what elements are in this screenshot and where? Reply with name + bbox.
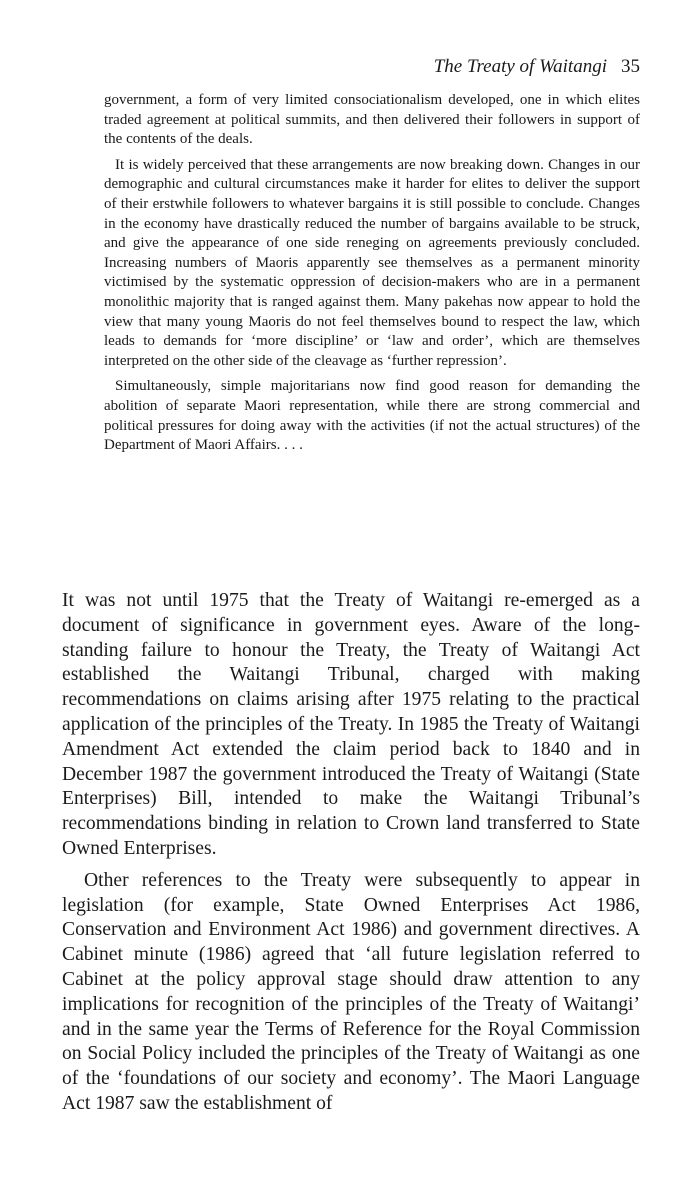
body-paragraph: It was not until 1975 that the Treaty of Waitangi re-emerged as a document of significance in government eyes. Aware of the long-standing failure to honour the Treaty, the Treaty of Waitangi Act established the Waitangi Tribunal, charged with making recommendations on claims arising after 1975 relating to the practical application of the principles of the Treaty. In 1985 the Treaty of Waitangi Amendment Act extended the claim period back to 1840 and in December 1987 the government introduced the Treaty of Waitangi (State Enterprises) Bill, intended to make the Waitangi Tribunal’s recommendations binding in relation to Crown land transferred to State Owned Enterprises. [62, 590, 640, 859]
page-number: 35 [621, 56, 640, 77]
quote-paragraph: Simultaneously, simple majoritarians now find good reason for demanding the abolition of separate Maori representation, while there are strong commercial and political pressures for doing away with the activities (if not the actual structures) of the Department of Maori Affairs. . . . [104, 378, 640, 454]
body-paragraph: Other references to the Treaty were subsequently to appear in legislation (for example, State Owned Enterprises Act 1986, Conservation and Environment Act 1986) and government directives. A Cabinet minute (1986) agreed that ‘all future legislation referred to Cabinet at the policy approval stage should draw attention to any implications for recognition of the principles of the Treaty of Waitangi’ and in the same year the Terms of Reference for the Royal Commission on Social Policy included the principles of the Treaty of Waitangi as one of the ‘foundations of our society and economy’. The Maori Language Act 1987 saw the establishment of [62, 869, 640, 1114]
running-title: The Treaty of Waitangi [433, 56, 607, 77]
running-header [434, 56, 640, 78]
block-quotation [104, 91, 640, 456]
body-text [62, 589, 640, 1117]
quote-paragraph: government, a form of very limited consociationalism developed, one in which elites traded agreement at political summits, and then delivered their followers in support of the contents of the deals. [104, 92, 640, 148]
quote-paragraph: It is widely perceived that these arrangements are now breaking down. Changes in our demographic and cultural circumstances make it harder for elites to deliver the support of their erstwhile followers to whatever bargains it is still possible to conclude. Changes in the economy have drastically reduced the number of bargains available to be struck, and give the appearance of one side reneging on agreements previously concluded. Increasing numbers of Maoris apparently see themselves as a permanent minority victimised by the systematic oppression of decision-makers who are in a permanent monolithic majority that is ranged against them. Many pakehas now appear to hold the view that many young Maoris do not feel themselves bound to respect the law, which leads to demands for ‘more discipline’ or ‘law and order’, which are themselves interpreted on the other side of the cleavage as ‘further repression’. [104, 156, 640, 369]
